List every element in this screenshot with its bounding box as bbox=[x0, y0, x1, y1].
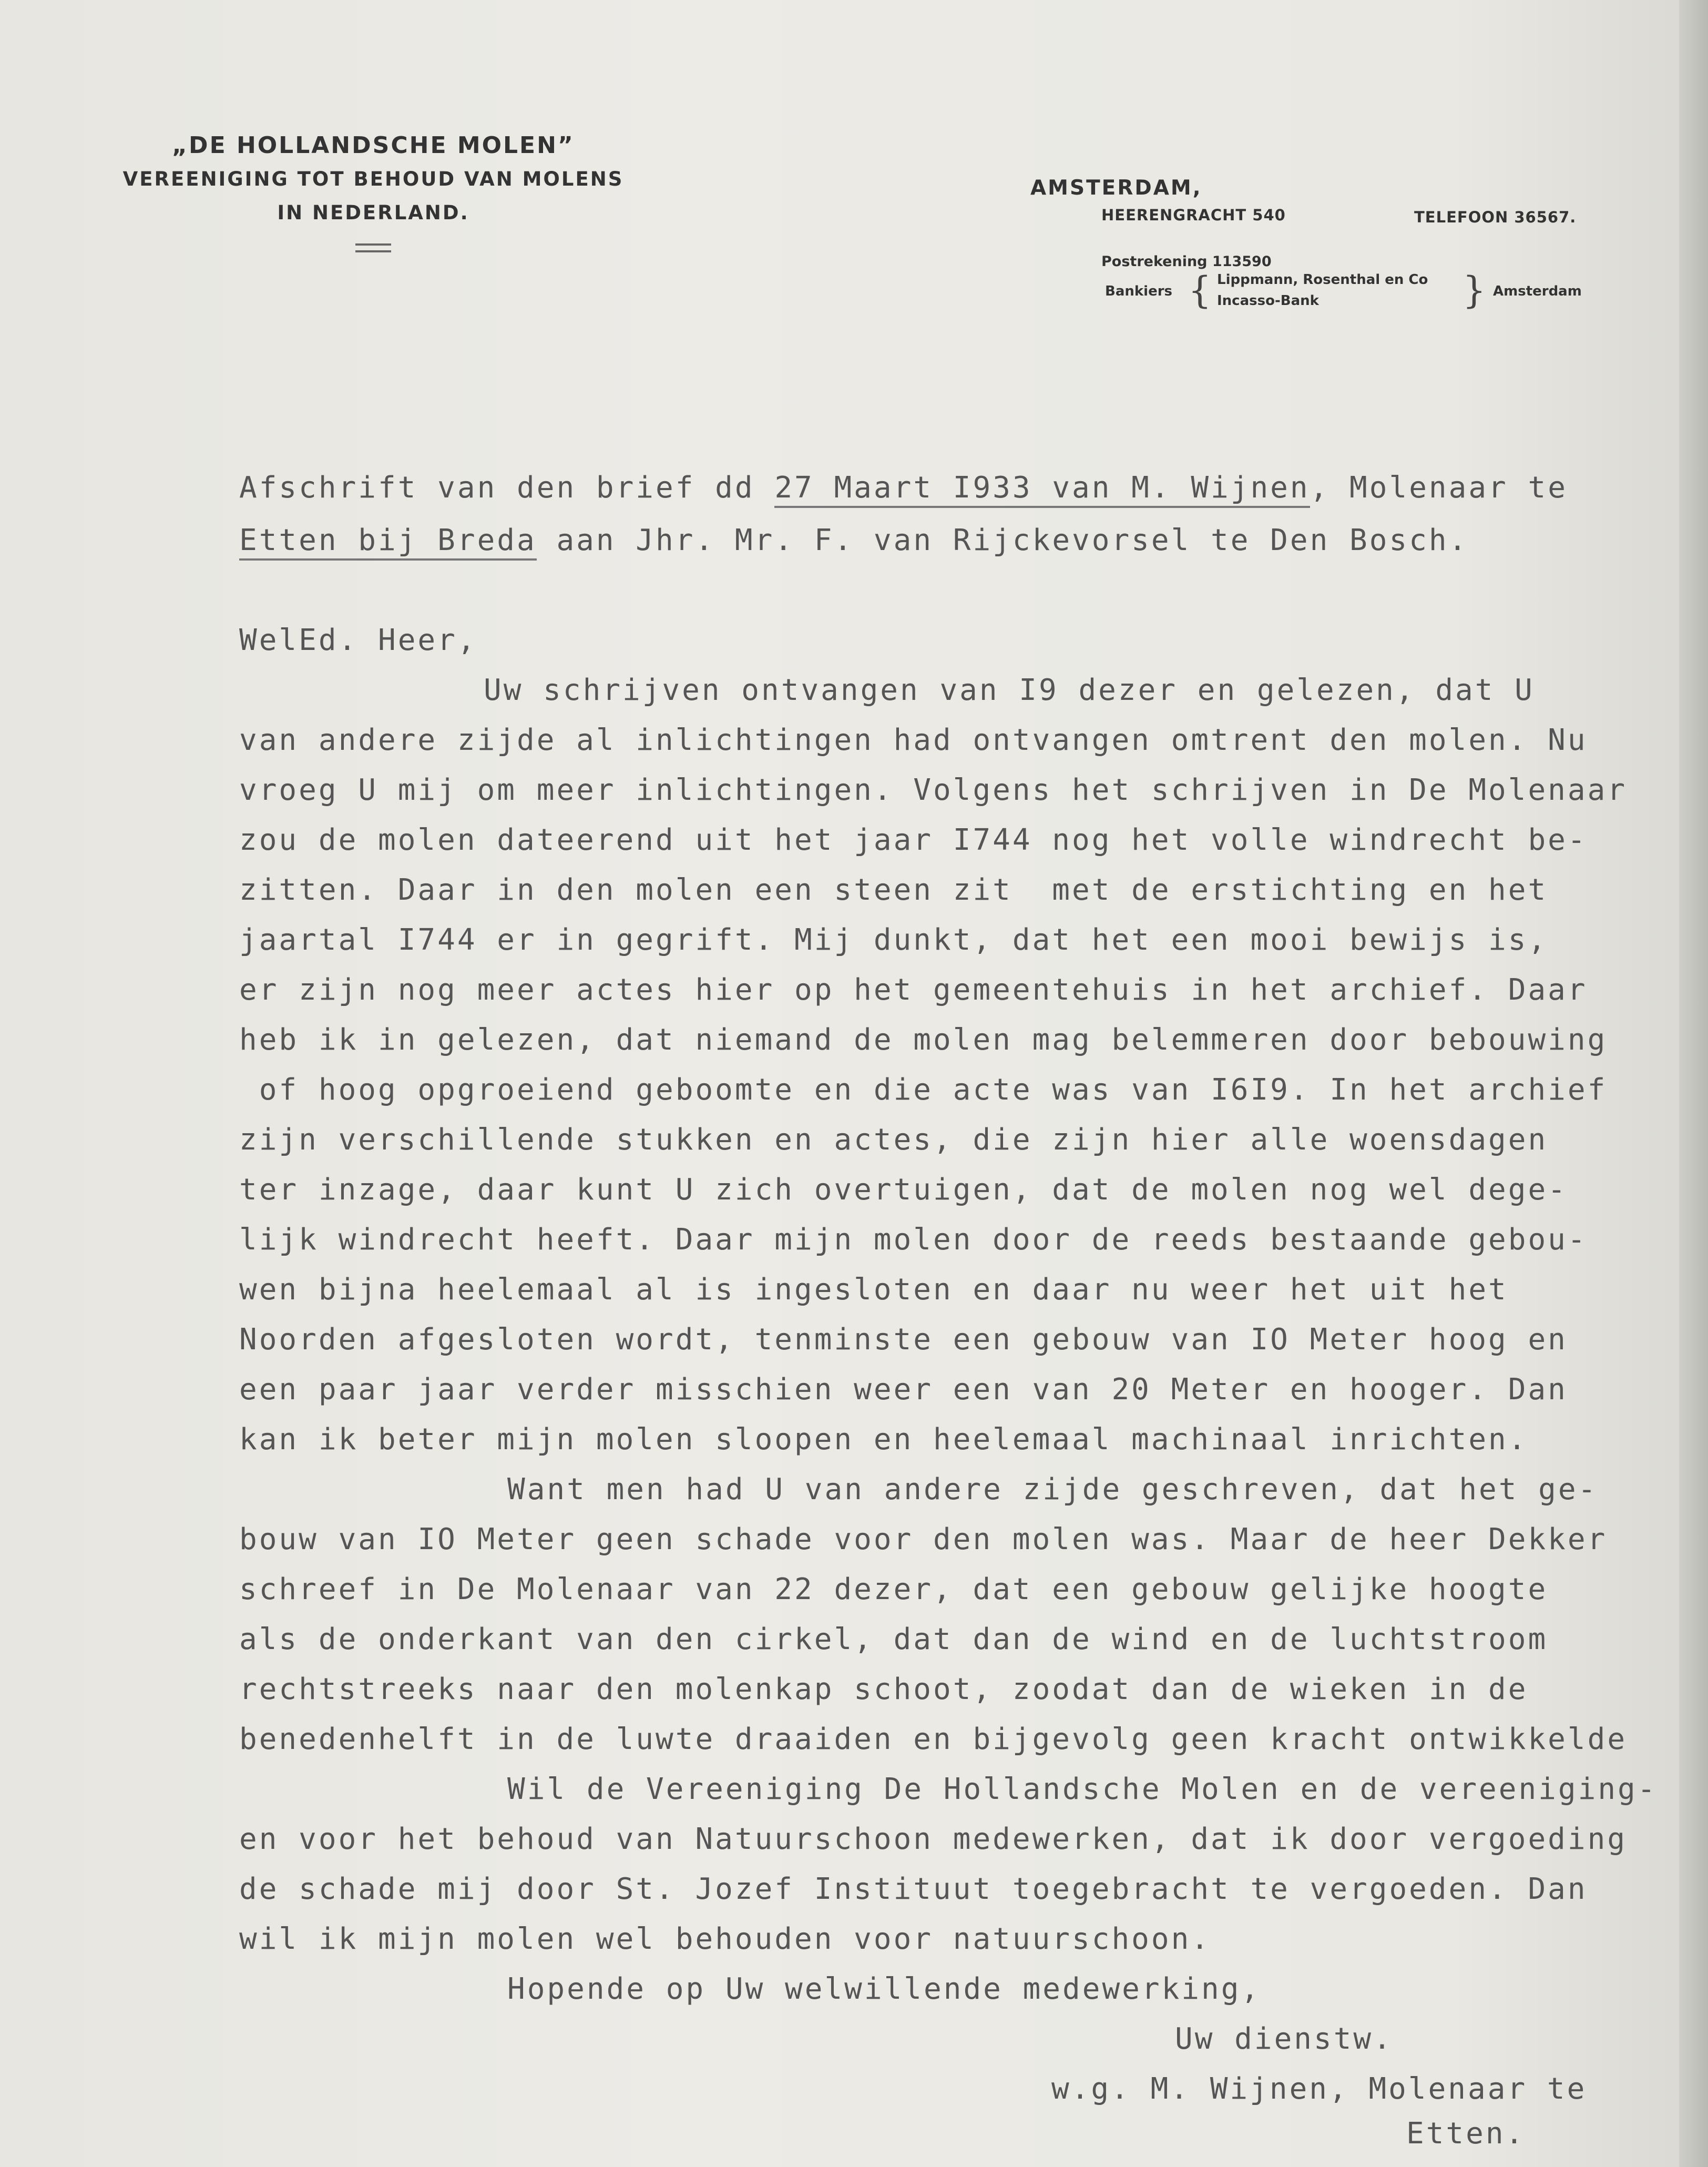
body-line: Want men had U van andere zijde geschreven, dat het ge- bbox=[507, 1472, 1598, 1507]
body-line: rechtstreeks naar den molenkap schoot, zoodat dan de wieken in de bbox=[239, 1672, 1528, 1706]
body-line: vroeg U mij om meer inlichtingen. Volgens het schrijven in De Molenaar bbox=[239, 773, 1628, 807]
body-line: wil ik mijn molen wel behouden voor natuurschoon. bbox=[239, 1922, 1211, 1956]
body-line: of hoog opgroeiend geboomte en die acte was van I6I9. In het archief bbox=[239, 1073, 1608, 1107]
letterhead-subtitle-line1: VEREENIGING TOT BEHOUD VAN MOLENS bbox=[122, 168, 624, 190]
closing-signature: w.g. M. Wijnen, Molenaar te bbox=[1051, 2072, 1587, 2106]
body-line: van andere zijde al inlichtingen had ontvangen omtrent den molen. Nu bbox=[239, 723, 1588, 757]
letterhead-address: HEERENGRACHT 540 bbox=[1101, 206, 1286, 224]
body-line: zou de molen dateerend uit het jaar I744 nog het volle windrecht be- bbox=[239, 823, 1588, 857]
letterhead-left bbox=[105, 129, 641, 252]
letterhead-phone: TELEFOON 36567. bbox=[1414, 208, 1577, 226]
body-line: Uw schrijven ontvangen van I9 dezer en gelezen, dat U bbox=[484, 673, 1535, 707]
letterhead-double-rule bbox=[355, 243, 391, 252]
body-line: als de onderkant van den cirkel, dat dan de wind en de luchtstroom bbox=[239, 1622, 1548, 1656]
heading-line-1 bbox=[239, 471, 1568, 505]
salutation: WelEd. Heer, bbox=[239, 623, 477, 657]
heading-text: aan Jhr. Mr. F. van Rijckevorsel te Den Bosch. bbox=[536, 523, 1469, 557]
heading-date-underlined: 27 Maart I933 van M. Wijnen bbox=[774, 471, 1310, 508]
heading-text: Afschrift van den brief dd bbox=[239, 471, 775, 505]
letterhead-postrekening: Postrekening 113590 bbox=[1101, 253, 1272, 270]
brace-icon: { bbox=[1188, 269, 1212, 312]
body-line: heb ik in gelezen, dat niemand de molen mag belemmeren door bebouwing bbox=[239, 1023, 1608, 1057]
body-line: een paar jaar verder misschien weer een van 20 Meter en hooger. Dan bbox=[239, 1372, 1568, 1407]
letterhead-bank-2: Incasso-Bank bbox=[1217, 293, 1319, 309]
brace-icon: } bbox=[1462, 269, 1486, 312]
letterhead-title: „DE HOLLANDSCHE MOLEN” bbox=[172, 132, 575, 159]
letterhead-right bbox=[1030, 176, 1619, 319]
body-line: bouw van IO Meter geen schade voor den molen was. Maar de heer Dekker bbox=[239, 1522, 1608, 1556]
body-line: jaartal I744 er in gegrift. Mij dunkt, dat het een mooi bewijs is, bbox=[239, 923, 1548, 957]
heading-place-underlined: Etten bij Breda bbox=[239, 523, 537, 561]
body-line: schreef in De Molenaar van 22 dezer, dat een gebouw gelijke hoogte bbox=[239, 1572, 1548, 1606]
closing-line-3: Etten. bbox=[1406, 2117, 1526, 2151]
body-line: de schade mij door St. Jozef Instituut toegebracht te vergoeden. Dan bbox=[239, 1872, 1588, 1906]
heading-line-2 bbox=[239, 523, 1468, 557]
heading-text: , Molenaar te bbox=[1310, 471, 1568, 505]
body-line: wen bijna heelemaal al is ingesloten en daar nu weer het uit het bbox=[239, 1273, 1508, 1307]
page-edge bbox=[1679, 0, 1708, 2167]
closing-line-1: Uw dienstw. bbox=[1175, 2022, 1393, 2056]
body-line: zitten. Daar in den molen een steen zit met de erstichting en het bbox=[239, 873, 1548, 907]
body-line: zijn verschillende stukken en actes, die zijn hier alle woensdagen bbox=[239, 1123, 1548, 1157]
letterhead-bank-city: Amsterdam bbox=[1493, 283, 1582, 299]
body-line: en voor het behoud van Natuurschoon medewerken, dat ik door vergoeding bbox=[239, 1822, 1628, 1856]
body-line: lijk windrecht heeft. Daar mijn molen door de reeds bestaande gebou- bbox=[239, 1223, 1588, 1257]
body-line: benedenhelft in de luwte draaiden en bijgevolg geen kracht ontwikkelde bbox=[239, 1722, 1628, 1756]
body-line: ter inzage, daar kunt U zich overtuigen, dat de molen nog wel dege- bbox=[239, 1173, 1568, 1207]
body-line: Wil de Vereeniging De Hollandsche Molen en de vereeniging- bbox=[507, 1772, 1658, 1806]
body-line: Hopende op Uw welwillende medewerking, bbox=[507, 1972, 1261, 2006]
body-line: kan ik beter mijn molen sloopen en heelemaal machinaal inrichten. bbox=[239, 1422, 1528, 1457]
letterhead-subtitle-line2: IN NEDERLAND. bbox=[277, 201, 469, 224]
letterhead-bankiers-label: Bankiers bbox=[1105, 283, 1173, 299]
body-line: er zijn nog meer actes hier op het gemeentehuis in het archief. Daar bbox=[239, 973, 1588, 1007]
letterhead-bank-1: Lippmann, Rosenthal en Co bbox=[1217, 272, 1428, 288]
body-line: Noorden afgesloten wordt, tenminste een gebouw van IO Meter hoog en bbox=[239, 1322, 1568, 1357]
letterhead-city: AMSTERDAM, bbox=[1030, 176, 1202, 200]
